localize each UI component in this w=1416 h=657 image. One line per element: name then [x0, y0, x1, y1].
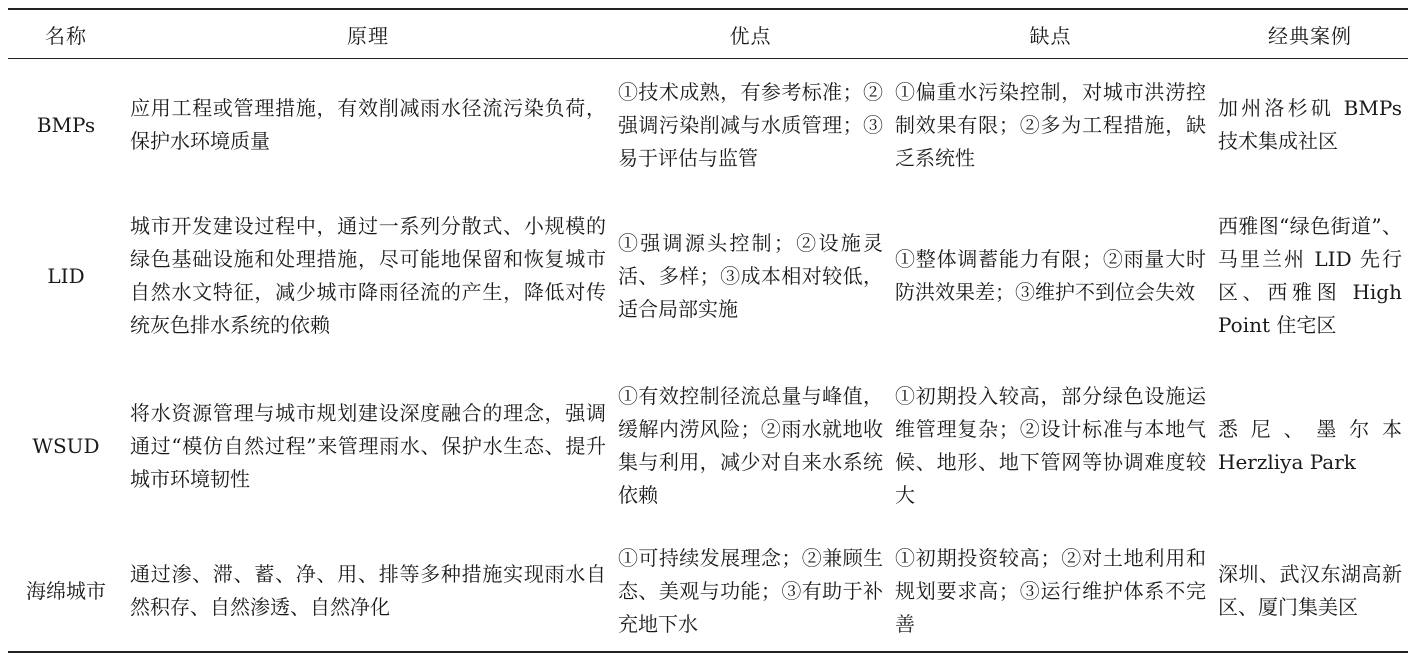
table-row — [8, 361, 1408, 531]
cell-advantages: ①有效控制径流总量与峰值，缓解内涝风险；②雨水就地收集与利用，减少对自来水系统依赖 — [618, 384, 883, 507]
cell-advantages: ①技术成熟，有参考标准；②强调污染削减与水质管理；③易于评估与监管 — [618, 79, 883, 170]
cell-cases: 加州洛杉矶 BMPs 技术集成社区 — [1218, 96, 1402, 153]
cell-disadvantages: ①偏重水污染控制，对城市洪涝控制效果有限；②多为工程措施，缺乏系统性 — [895, 79, 1206, 170]
header-name: 名称 — [8, 9, 124, 59]
cell-disadvantages: ①初期投入较高，部分绿色设施运维管理复杂；②设计标准与本地气候、地形、地下管网等协调难度较大 — [895, 384, 1206, 507]
cell-principle: 将水资源管理与城市规划建设深度融合的理念，强调通过“模仿自然过程”来管理雨水、保护水生态、提升城市环境韧性 — [130, 400, 606, 491]
cell-name: BMPs — [36, 112, 96, 137]
cell-name: 海绵城市 — [8, 531, 124, 652]
table-row — [8, 531, 1408, 652]
cell-principle: 应用工程或管理措施，有效削减雨水径流污染负荷，保护水环境质量 — [130, 96, 606, 153]
cell-disadvantages: ①整体调蓄能力有限；②雨量大时防洪效果差；③维护不到位会失效 — [895, 247, 1206, 304]
header-cases: 经典案例 — [1212, 9, 1408, 59]
table-row — [8, 191, 1408, 361]
cell-name: LID — [47, 263, 85, 288]
table-header-row — [8, 9, 1408, 59]
comparison-table — [8, 8, 1408, 653]
cell-name: WSUD — [32, 433, 100, 458]
cell-cases: 悉尼、墨尔本 Herzliya Park — [1218, 417, 1402, 474]
table-row — [8, 59, 1408, 192]
cell-cases: 深圳、武汉东湖高新区、厦门集美区 — [1212, 531, 1408, 652]
header-disadvantages: 缺点 — [889, 9, 1212, 59]
cell-principle: 城市开发建设过程中，通过一系列分散式、小规模的绿色基础设施和处理措施，尽可能地保留和恢复城市自然水文特征，减少城市降雨径流的产生，降低对传统灰色排水系统的依赖 — [130, 214, 606, 337]
cell-cases: 西雅图“绿色街道”、马里兰州 LID 先行区、西雅图 High Point 住宅区 — [1218, 214, 1402, 337]
header-principle: 原理 — [124, 9, 612, 59]
cell-disadvantages: ①初期投资较高；②对土地利用和规划要求高；③运行维护体系不完善 — [889, 531, 1212, 652]
header-advantages: 优点 — [612, 9, 889, 59]
cell-advantages: ①强调源头控制；②设施灵活、多样；③成本相对较低，适合局部实施 — [618, 230, 883, 321]
cell-principle: 通过渗、滞、蓄、净、用、排等多种措施实现雨水自然积存、自然渗透、自然净化 — [124, 531, 612, 652]
cell-advantages: ①可持续发展理念；②兼顾生态、美观与功能；③有助于补充地下水 — [612, 531, 889, 652]
